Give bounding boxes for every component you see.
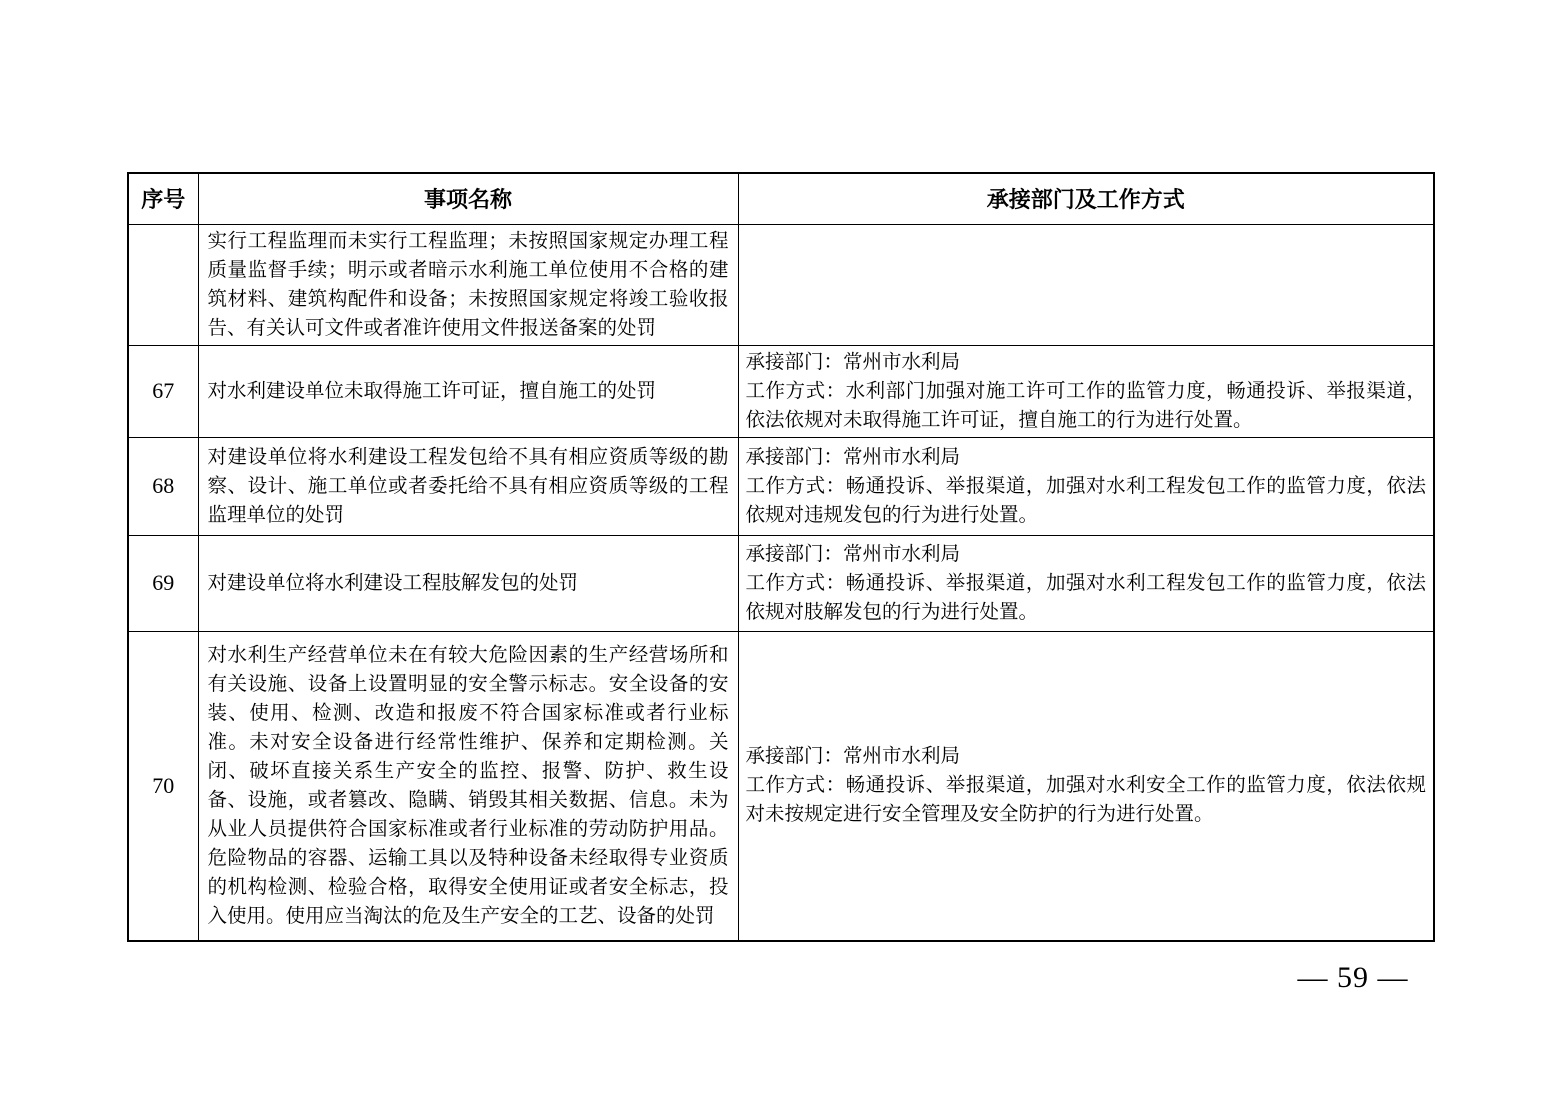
dept-cell: [738, 535, 1434, 631]
seq-cell: 68: [128, 437, 198, 535]
work-method-line: 工作方式：畅通投诉、举报渠道，加强对水利工程发包工作的监管力度，依法依规对肢解发包的行为进行处置。: [745, 572, 1426, 623]
table-row: [128, 535, 1434, 631]
seq-cell: 70: [128, 631, 198, 941]
item-cell: 对建设单位将水利建设工程发包给不具有相应资质等级的勘察、设计、施工单位或者委托给不具有相应资质等级的工程监理单位的处罚: [198, 437, 738, 535]
seq-cell: [128, 224, 198, 345]
header-dept-method: 承接部门及工作方式: [738, 173, 1434, 224]
table-row: [128, 345, 1434, 437]
dept-line: 承接部门：常州市水利局: [745, 543, 961, 565]
item-cell: 实行工程监理而未实行工程监理；未按照国家规定办理工程质量监督手续；明示或者暗示水利施工单位使用不合格的建筑材料、建筑构配件和设备；未按照国家规定将竣工验收报告、有关认可文件或者准许使用文件报送备案的处罚: [198, 224, 738, 345]
page-number: — 59 —: [1297, 961, 1409, 994]
dept-line: 承接部门：常州市水利局: [745, 746, 961, 768]
item-cell: 对水利建设单位未取得施工许可证，擅自施工的处罚: [198, 345, 738, 437]
dept-cell: [738, 631, 1434, 941]
work-method-line: 工作方式：水利部门加强对施工许可工作的监管力度，畅通投诉、举报渠道，依法依规对未取得施工许可证，擅自施工的行为进行处置。: [745, 380, 1426, 431]
dept-cell: [738, 345, 1434, 437]
dept-line: 承接部门：常州市水利局: [745, 351, 961, 373]
table-row: [128, 224, 1434, 345]
header-seq: 序号: [128, 173, 198, 224]
seq-cell: 67: [128, 345, 198, 437]
dept-line: 承接部门：常州市水利局: [745, 446, 961, 468]
table-header-row: [128, 173, 1434, 224]
seq-cell: 69: [128, 535, 198, 631]
work-method-line: 工作方式：畅通投诉、举报渠道，加强对水利工程发包工作的监管力度，依法依规对违规发包的行为进行处置。: [745, 475, 1426, 526]
table-row: [128, 437, 1434, 535]
work-method-line: 工作方式：畅通投诉、举报渠道，加强对水利安全工作的监管力度，依法依规对未按规定进行安全管理及安全防护的行为进行处置。: [745, 775, 1426, 826]
item-cell: 对水利生产经营单位未在有较大危险因素的生产经营场所和有关设施、设备上设置明显的安全警示标志。安全设备的安装、使用、检测、改造和报废不符合国家标准或者行业标准。未对安全设备进行经常性维护、保养和定期检测。关闭、破坏直接关系生产安全的监控、报警、防护、救生设备、设施，或者篡改、隐瞒、销毁其相关数据、信息。未为从业人员提供符合国家标准或者行业标准的劳动防护用品。危险物品的容器、运输工具以及特种设备未经取得专业资质的机构检测、检验合格，取得安全使用证或者安全标志，投入使用。使用应当淘汰的危及生产安全的工艺、设备的处罚: [198, 631, 738, 941]
dept-cell: [738, 437, 1434, 535]
table-row: [128, 631, 1434, 941]
items-table: [127, 172, 1435, 942]
header-item-name: 事项名称: [198, 173, 738, 224]
dept-cell: [738, 224, 1434, 345]
item-cell: 对建设单位将水利建设工程肢解发包的处罚: [198, 535, 738, 631]
